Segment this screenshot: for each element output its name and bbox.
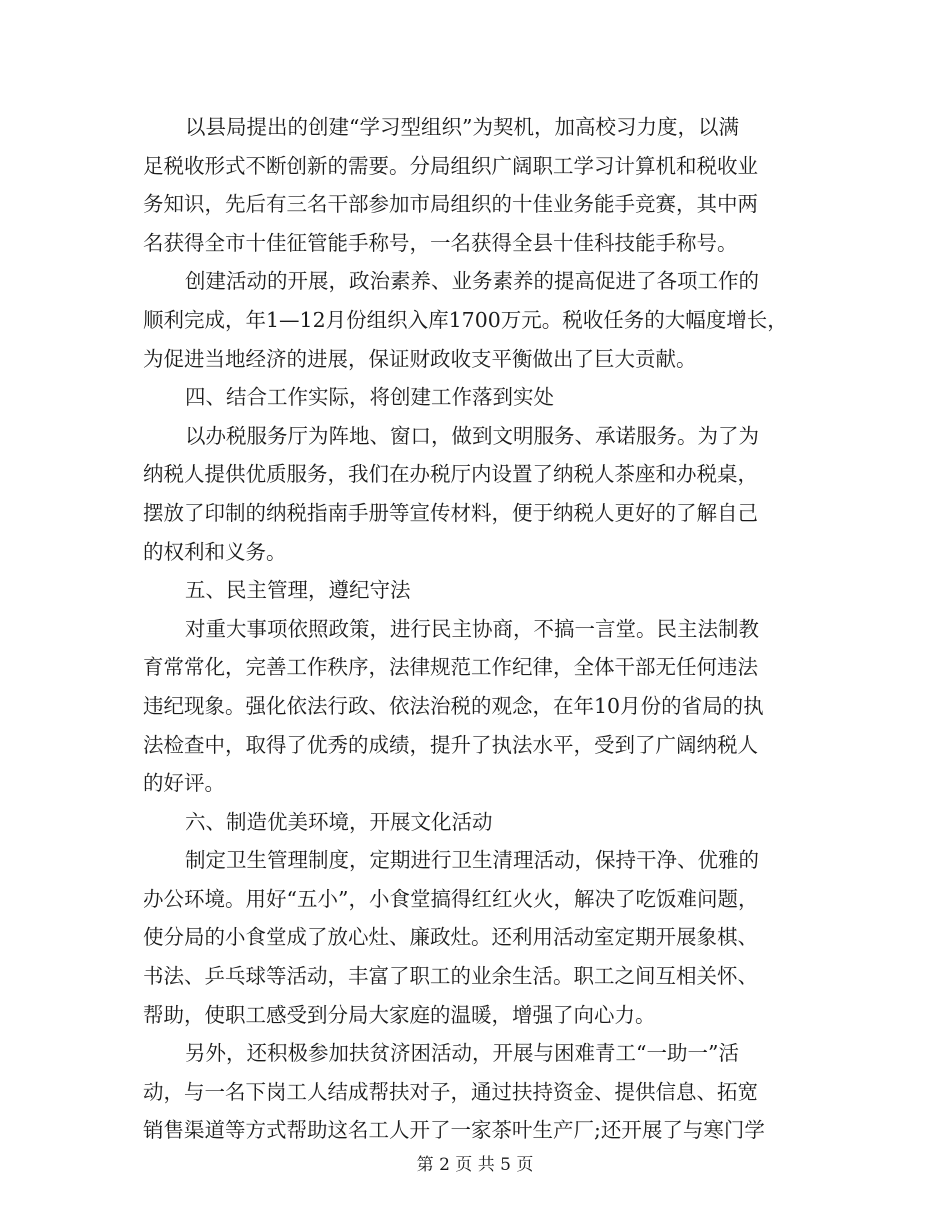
text-line: 六、制造优美环境，开展文化活动 xyxy=(185,809,493,834)
text-line: 对重大事项依照政策，进行民主协商，不搞一言堂。民主法制教 xyxy=(185,616,759,641)
text-line: 务知识，先后有三名干部参加市局组织的十佳业务能手竞赛，其中两 xyxy=(143,192,758,217)
text-line: 的权利和义务。 xyxy=(143,539,287,564)
text-line: 使分局的小食堂成了放心灶、廉政灶。还利用活动室定期开展象棋、 xyxy=(143,925,758,950)
document-body xyxy=(143,108,808,1150)
text-line: 四、结合工作实际，将创建工作落到实处 xyxy=(185,385,554,410)
text-line: 足税收形式不断创新的需要。分局组织广阔职工学习计算机和税收业 xyxy=(143,153,758,178)
text-line: 的好评。 xyxy=(143,771,225,796)
text-line: 创建活动的开展，政治素养、业务素养的提高促进了各项工作的 xyxy=(185,269,759,294)
text-line: 办公环境。用好“五小”，小食堂搞得红红火火，解决了吃饭难问题， xyxy=(143,886,759,911)
text-line: 帮助，使职工感受到分局大家庭的温暖，增强了向心力。 xyxy=(143,1002,656,1027)
text-line: 违纪现象。强化依法行政、依法治税的观念，在年10月份的省局的执 xyxy=(143,693,764,718)
text-line: 为促进当地经济的进展，保证财政收支平衡做出了巨大贡献。 xyxy=(143,346,697,371)
text-line: 育常常化，完善工作秩序，法律规范工作纪律，全体干部无任何违法 xyxy=(143,655,758,680)
text-line: 摆放了印制的纳税指南手册等宣传材料，便于纳税人更好的了解自己 xyxy=(143,500,758,525)
text-line: 法检查中，取得了优秀的成绩，提升了执法水平，受到了广阔纳税人 xyxy=(143,732,758,757)
page-footer: 第 2 页 共 5 页 xyxy=(416,1155,534,1175)
text-line: 纳税人提供优质服务，我们在办税厅内设置了纳税人茶座和办税桌， xyxy=(143,462,758,487)
text-line: 制定卫生管理制度，定期进行卫生清理活动，保持干净、优雅的 xyxy=(185,848,759,873)
text-line: 以县局提出的创建“学习型组织”为契机，加高校习力度，以满 xyxy=(185,115,739,139)
text-line: 销售渠道等方式帮助这名工人开了一家茶叶生产厂;还开展了与寒门学 xyxy=(143,1118,765,1143)
text-line: 顺利完成，年1—12月份组织入库1700万元。税收任务的大幅度增长， xyxy=(143,307,788,332)
text-line: 动，与一名下岗工人结成帮扶对子，通过扶持资金、提供信息、拓宽 xyxy=(143,1079,758,1104)
text-line: 书法、乒乓球等活动，丰富了职工的业余生活。职工之间互相关怀、 xyxy=(143,964,758,989)
text-line: 名获得全市十佳征管能手称号，一名获得全县十佳科技能手称号。 xyxy=(143,230,738,255)
text-line: 以办税服务厅为阵地、窗口，做到文明服务、承诺服务。为了为 xyxy=(185,423,759,448)
text-line: 另外，还积极参加扶贫济困活动，开展与困难青工“一助一”活 xyxy=(185,1041,739,1066)
text-line: 五、民主管理，遵纪守法 xyxy=(185,578,411,603)
